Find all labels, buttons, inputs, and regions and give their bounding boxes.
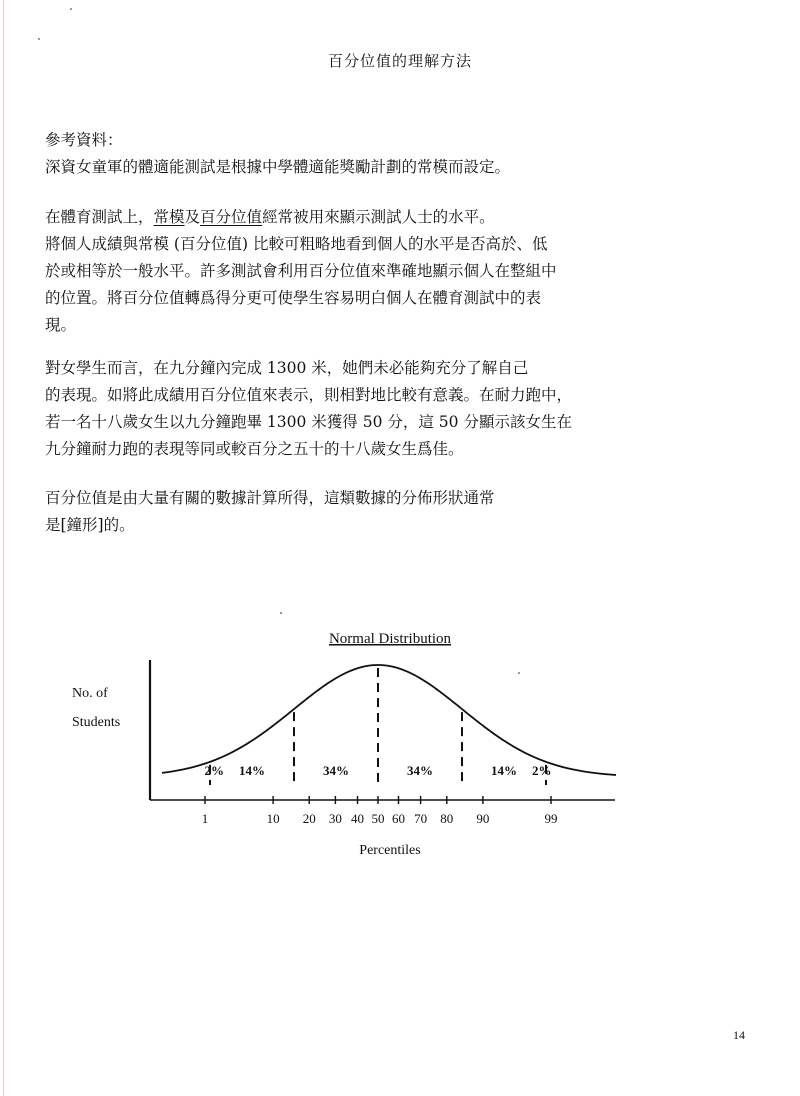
x-tick-label: 10 (266, 811, 280, 826)
text-line: 的表現。如將此成績用百分位值來表示，則相對地比較有意義。在耐力跑中， (45, 386, 573, 404)
x-tick-label: 80 (440, 811, 454, 826)
text-line: 將個人成績與常模 (百分位值) 比較可粗略地看到個人的水平是否高於、低 (45, 235, 548, 253)
x-tick-label: 50 (371, 811, 385, 826)
chart-title: Normal Distribution (328, 631, 452, 647)
page-number: 14 (733, 1028, 745, 1042)
text-line: 於或相等於一般水平。許多測試會利用百分位值來準確地顯示個人在整組中 (45, 262, 557, 280)
page-edge-line (3, 0, 4, 1096)
x-tick-label: 60 (392, 811, 405, 826)
underlined-term-norm: 常模 (153, 208, 185, 226)
text-line (45, 204, 645, 231)
text-line: 若一名十八歲女生以九分鐘跑畢 1300 米獲得 50 分，這 50 分顯示該女生在 (45, 413, 572, 431)
segment-percent-label: 34% (323, 763, 349, 778)
text-run: 經常被用來顯示測試人士的水平。 (262, 208, 495, 226)
x-tick-label: 99 (544, 811, 558, 826)
text-run: 及 (184, 208, 201, 226)
segment-percent-label: 34% (407, 763, 433, 778)
underlined-term-percentile: 百分位值 (200, 208, 263, 226)
scan-speck (70, 8, 72, 10)
segment-percent-label: 14% (239, 763, 265, 778)
text-line: 九分鐘耐力跑的表現等同或較百分之五十的十八歲女生爲佳。 (45, 440, 464, 458)
x-tick-label: 90 (476, 811, 490, 826)
x-tick-label: 30 (328, 811, 342, 826)
text-line: 百分位值是由大量有關的數據計算所得，這類數據的分佈形狀通常 (45, 489, 495, 507)
text-run: 在體育測試上， (45, 208, 154, 226)
bell-curve (162, 665, 616, 775)
scan-speck (280, 612, 282, 614)
text-line: 的位置。將百分位值轉爲得分更可使學生容易明白個人在體育測試中的表 (45, 289, 542, 307)
paragraph-distribution (45, 485, 645, 539)
page-title: 百分位值的理解方法 (327, 52, 472, 70)
reference-label: 參考資料： (45, 131, 123, 149)
text-line: 是[鐘形]的。 (45, 516, 135, 534)
text-line: 現。 (45, 316, 77, 334)
x-tick-label: 40 (351, 811, 364, 826)
text-line: 對女學生而言，在九分鐘內完成 1300 米，她們未必能夠充分了解自己 (45, 359, 529, 377)
paragraph-example (45, 355, 645, 463)
segment-percent-label: 2% (532, 763, 552, 778)
y-axis-label-line1: No. of (72, 686, 108, 701)
x-tick-label: 70 (414, 811, 428, 826)
text-line: 深資女童軍的體適能測試是根據中學體適能獎勵計劃的常模而設定。 (45, 158, 511, 176)
paragraph-reference (45, 127, 645, 181)
segment-percent-label: 14% (491, 763, 517, 778)
segment-percent-label: 2% (204, 763, 224, 778)
x-tick-label: 20 (302, 811, 316, 826)
y-axis-label-line2: Students (72, 715, 121, 730)
normal-distribution-chart (0, 615, 800, 865)
paragraph-norms (45, 204, 645, 339)
x-axis-label: Percentiles (359, 843, 421, 858)
x-tick-label: 1 (201, 811, 209, 826)
scan-speck (38, 38, 40, 40)
